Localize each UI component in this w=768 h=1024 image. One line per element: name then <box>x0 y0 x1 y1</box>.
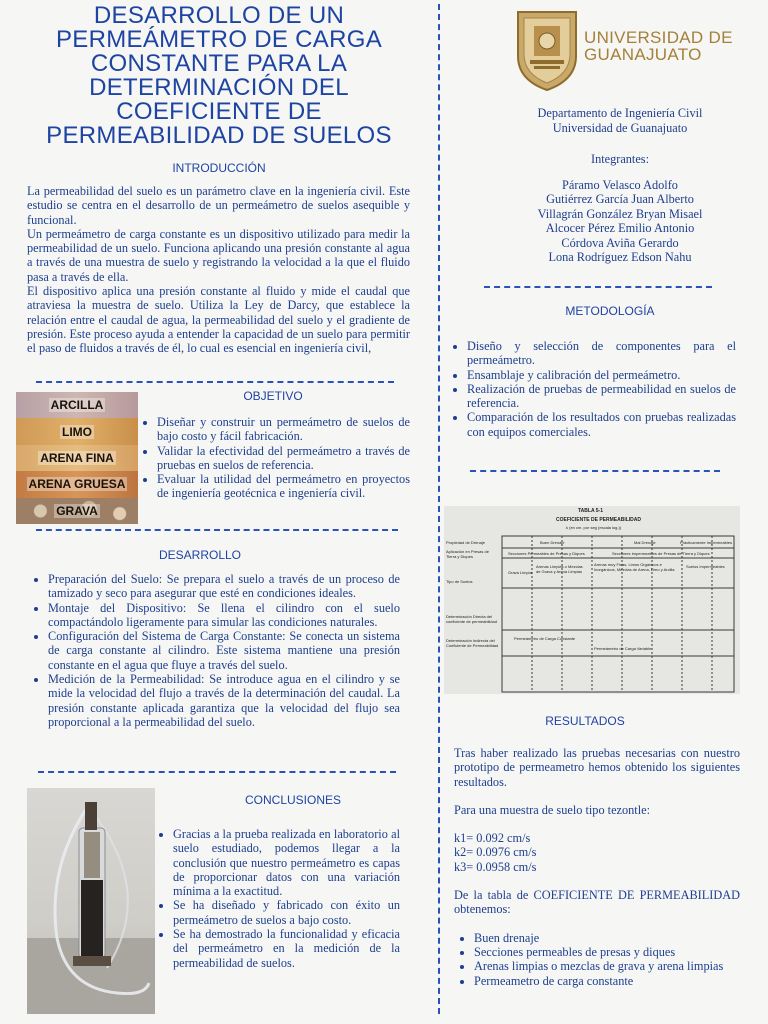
soil-band: GRAVA <box>16 498 138 524</box>
university-logo <box>512 8 752 92</box>
results-heading: RESULTADOS <box>545 714 625 728</box>
divider <box>36 529 398 531</box>
divider <box>470 470 720 472</box>
column-divider <box>438 4 440 1014</box>
soil-band: ARCILLA <box>16 392 138 418</box>
table-cell: Secciones Impermeables de Presas de Tierra y Diques <box>612 551 710 556</box>
permeability-table-image <box>444 506 740 694</box>
table-cell: Permeámetro de Carga Variable <box>594 646 652 651</box>
table-cell: Secciones Permeables de Presas y Diques <box>508 551 585 556</box>
university-seal-icon <box>512 8 582 92</box>
soil-types-image <box>16 392 138 524</box>
development-list <box>33 572 400 729</box>
list-item: • Arenas limpias o mezclas de grava y arena limpias <box>474 959 740 973</box>
conclusions-list <box>158 827 400 970</box>
results-block <box>454 746 740 988</box>
divider <box>36 381 394 383</box>
list-item: • Evaluar la utilidad del permeámetro en proyectos de ingeniería geotécnica e ingeniería civil. <box>157 472 410 501</box>
permeameter-illustration <box>27 788 155 1014</box>
table-cell: Arenas Limpias o Mezclas de Grava y Arena Limpias <box>536 564 583 574</box>
member-name: Gutiérrez García Juan Alberto <box>546 192 694 206</box>
department-block: Departamento de Ingeniería Civil Universidad de Guanajuato Integrantes: Páramo Velasco Adolfo Gutiérrez García Juan Alberto Villagrán González Bryan Misael Alcocer Pérez Emilio Antonio Córdova Aviña Gerardo Lona Rodríguez Edson Nahu <box>470 106 768 265</box>
member-name: Córdova Aviña Gerardo <box>561 235 679 250</box>
list-item: • Validar la efectividad del permeámetro a través de pruebas en suelos de referencia. <box>157 444 410 473</box>
result-value: k3= 0.0958 cm/s <box>454 859 537 874</box>
member-name: Villagrán González Bryan Misael <box>537 206 703 221</box>
result-value: k2= 0.0976 cm/s <box>454 845 537 860</box>
list-item: • Gracias a la prueba realizada en laboratorio al suelo estudiado, podemos llegar a la conclusión que nuestro permeámetro es capas de proporcionar datos con una variación mínima a la exactitud. <box>173 827 400 898</box>
table-subtitle: k (en cm. por seg (escala log.)) <box>566 525 622 530</box>
soil-band: ARENA FINA <box>16 445 138 471</box>
members-heading: Integrantes: <box>590 152 650 166</box>
table-cell: Grava Limpia <box>508 570 532 575</box>
member-name: Páramo Velasco Adolfo <box>562 177 678 192</box>
methodology-list <box>452 339 736 439</box>
soil-band: ARENA GRUESA <box>16 471 138 497</box>
list-item: • Secciones permeables de presas y diques <box>474 945 740 959</box>
list-item: • Configuración del Sistema de Carga Constante: Se conecta un sistema de carga constante al cilindro. Este sistema mantiene una presión constante en el agua que fluye a través del suelo. <box>48 629 400 672</box>
list-item: • Diseñar y construir un permeámetro de suelos de bajo costo y fácil fabricación. <box>157 415 410 444</box>
development-heading: DESARROLLO <box>158 548 242 562</box>
list-item: • Comparación de los resultados con pruebas realizadas con equipos comerciales. <box>467 410 736 439</box>
list-item: • Preparación del Suelo: Se prepara el suelo a través de un proceso de tamizado y seco para asegurar que esté en condiciones ideales. <box>48 572 400 601</box>
soil-band: LIMO <box>16 418 138 444</box>
member-name: Alcocer Pérez Emilio Antonio <box>545 221 695 235</box>
table-row-labels: Propiedad de Drenaje Aplicación en Presas de Tierra y Diques Tipo de Suelos Determinación Directa del coeficiente de permeabilidad Determinación Indirecta del Coeficiente de Permeabilidad <box>446 540 499 648</box>
table-col-head: Buen Drenaje <box>540 540 565 545</box>
member-name: Lona Rodríguez Edson Nahu <box>548 250 692 264</box>
intro-text: La permeabilidad del suelo es un parámetro clave en la ingeniería civil. Este estudio se centra en el desarrollo de un permeámetro de suelos asequible y funcional. Un permeámetro de carga constante es un dispositivo utilizado para medir la permeabilidad de un suelo. Funciona aplicando una presión constante al agua a través de una muestra de suelo y registrando la velocidad a la que el fluido pasa a través de ella. El dispositivo aplica una presión constante al fluido y mide el caudal que atraviesa la muestra de suelo. Utiliza la Ley de Darcy, que establece la relación entre el caudal de agua, la permeabilidad del suelo y el gradiente de presión. Este proceso ayuda a entender la capacidad de un suelo para permitir el paso de fluidos a través de él, lo cual es esencial en ingeniería civil, <box>27 184 410 356</box>
intro-heading: INTRODUCCIÓN <box>172 161 266 175</box>
results-table-ref: De la tabla de COEFICIENTE DE PERMEABILIDAD obtenemos: <box>454 888 740 917</box>
divider <box>484 286 712 288</box>
university-name-line1: UNIVERSIDAD DE <box>584 28 733 47</box>
list-item: • Se ha demostrado la funcionalidad y eficacia del permeámetro en la medición de la permeabilidad de suelos. <box>173 927 400 970</box>
result-value: k1= 0.092 cm/s <box>454 831 531 846</box>
table-caption: TABLA 5-1 <box>578 508 603 514</box>
list-item: • Montaje del Dispositivo: Se llena el cilindro con el suelo compactándolo ligeramente para simular las condiciones naturales. <box>48 601 400 630</box>
permeameter-photo <box>27 788 155 1014</box>
list-item: • Realización de pruebas de permeabilidad en suelos de referencia. <box>467 382 736 411</box>
objective-list <box>142 415 410 501</box>
list-item: • Ensamblaje y calibración del permeámetro. <box>467 368 736 382</box>
list-item: • Permeametro de carga constante <box>474 974 740 988</box>
table-cell: Permeámetro de Carga Constante <box>514 636 576 641</box>
methodology-heading: METODOLOGÍA <box>565 304 655 318</box>
conclusions-heading: CONCLUSIONES <box>244 793 342 807</box>
results-intro: Tras haber realizado las pruebas necesarias con nuestro prototipo de permeametro hemos obtenido los siguientes resultados. <box>454 746 740 789</box>
table-cell: Suelos Impermeables <box>686 564 725 569</box>
divider <box>38 771 396 773</box>
poster-title: DESARROLLO DE UN PERMEÁMETRO DE CARGA CONSTANTE PARA LA DETERMINACIÓN DEL COEFICIENTE DE PERMEABILIDAD DE SUELOS <box>46 2 392 149</box>
results-sample: Para una muestra de suelo tipo tezontle: <box>454 802 651 817</box>
table-col-head: Mal Drenaje <box>634 540 656 545</box>
university-name-line2: GUANAJUATO <box>584 45 702 64</box>
list-item: • Medición de la Permeabilidad: Se introduce agua en el cilindro y se mide la velocidad del flujo a través de la determinación del caudal. La presión constante aplicada garantiza que la velocidad del flujo sea proporcional a la permeabilidad del suelo. <box>48 672 400 729</box>
list-item: • Buen drenaje <box>474 931 740 945</box>
list-item: • Se ha diseñado y fabricado con éxito un permeámetro de suelos a bajo costo. <box>173 898 400 927</box>
table-cell: Arenas muy Finas, Limos Orgánicos e Inorgánicos, Mezclas de Arena, Limo y Arcilla <box>594 562 675 572</box>
list-item: • Diseño y selección de componentes para el permeámetro. <box>467 339 736 368</box>
table-col-head: Prácticamente Impermeables <box>680 540 733 545</box>
objective-heading: OBJETIVO <box>243 389 303 403</box>
table-title: COEFICIENTE DE PERMEABILIDAD <box>556 517 642 523</box>
